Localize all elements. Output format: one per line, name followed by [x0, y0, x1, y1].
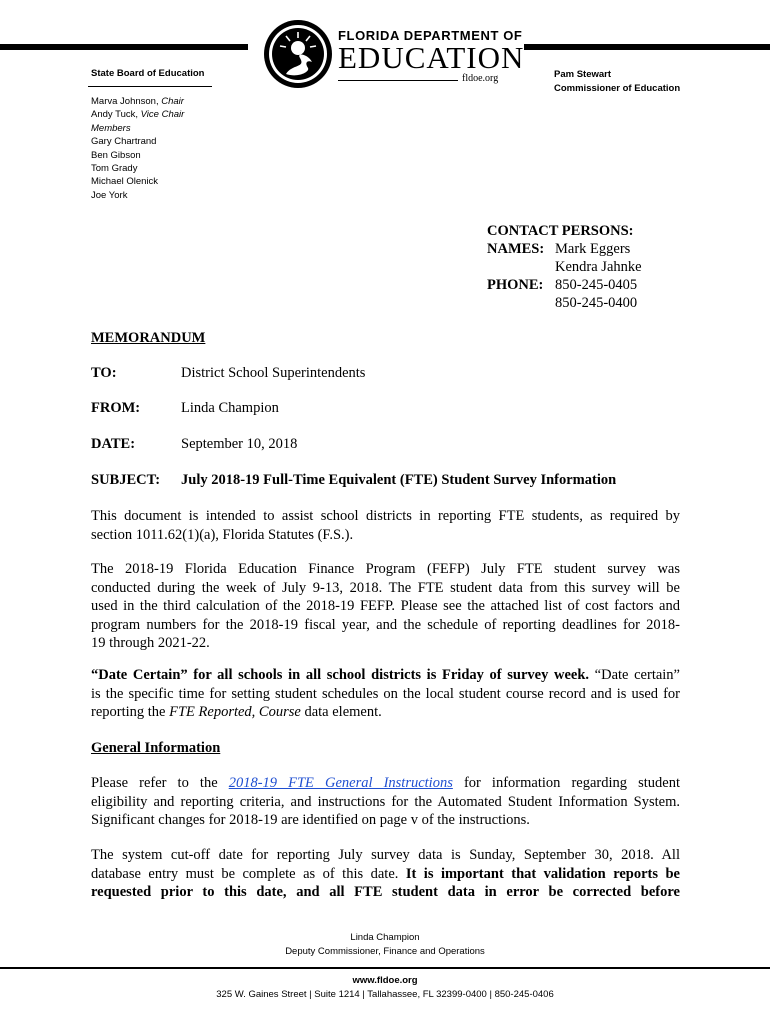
- text-line: eligibility and reporting criteria, and instructions for the Automated Student Information System.: [91, 793, 680, 810]
- text-line: is the specific time for setting student schedules on the local student course record and is used for: [91, 685, 680, 702]
- commissioner-title: Commissioner of Education: [554, 83, 681, 94]
- member-line: Gary Chartrand: [91, 136, 157, 148]
- header-rule-left: [0, 44, 248, 50]
- to-label: TO:: [91, 365, 117, 381]
- text-line: The system cut-off date for reporting July survey data is Sunday, September 30, 2018. All: [91, 847, 680, 863]
- contact-name-1: Mark Eggers: [555, 241, 631, 257]
- member-line: Members: [91, 122, 131, 134]
- text-line: reporting the FTE Reported, Course data element.: [91, 704, 382, 721]
- footer-address: 325 W. Gaines Street | Suite 1214 | Tallahassee, FL 32399-0400 | 850-245-0406: [216, 989, 554, 1000]
- contact-persons-block: [487, 222, 642, 312]
- logo-url: fldoe.org: [462, 73, 499, 84]
- text-line: 19 through 2021-22.: [91, 635, 210, 652]
- paragraph-survey: [91, 560, 680, 653]
- footer-signer-title: Deputy Commissioner, Finance and Operations: [285, 946, 485, 957]
- memo-to-row: [91, 365, 365, 382]
- to-value: District School Superintendents: [181, 365, 366, 381]
- board-title: State Board of Education: [91, 68, 205, 79]
- paragraph-cutoff: [91, 846, 680, 902]
- text-line: The 2018-19 Florida Education Finance Program (FEFP) July FTE student survey was: [91, 561, 680, 577]
- footer-rule: [0, 967, 770, 969]
- board-members-list: [91, 95, 184, 202]
- text-line: This document is intended to assist school districts in reporting FTE students, as required by: [91, 508, 680, 524]
- commissioner-block: [554, 68, 680, 96]
- text-line: conducted during the week of July 9-13, 2018. The FTE student data from this survey will be: [91, 579, 680, 596]
- member-line: Joe York: [91, 189, 128, 201]
- paragraph-general: [91, 774, 680, 830]
- memo-date-row: [91, 436, 297, 453]
- contact-phone-2: 850-245-0400: [555, 295, 638, 311]
- from-label: FROM:: [91, 400, 141, 416]
- names-label: NAMES:: [487, 241, 545, 257]
- fte-general-instructions-link[interactable]: 2018-19 FTE General Instructions: [228, 775, 453, 791]
- member-line: Michael Olenick: [91, 176, 159, 188]
- date-value: September 10, 2018: [181, 436, 298, 452]
- text-line: used in the third calculation of the 2018-19 FEFP. Please see the attached list of cost factors and: [91, 598, 680, 615]
- text-line: section 1011.62(1)(a), Florida Statutes (F.S.).: [91, 526, 354, 543]
- phone-label: PHONE:: [487, 277, 544, 293]
- subject-value: July 2018-19 Full-Time Equivalent (FTE) Student Survey Information: [181, 472, 617, 488]
- logo-underline: [338, 80, 458, 81]
- subject-label: SUBJECT:: [91, 472, 161, 488]
- text-line: Significant changes for 2018-19 are identified on page v of the instructions.: [91, 812, 530, 829]
- header-rule-right: [524, 44, 770, 50]
- member-line: Tom Grady: [91, 163, 138, 175]
- member-line: Ben Gibson: [91, 149, 141, 161]
- memo-from-row: [91, 400, 279, 417]
- footer-signer: Linda Champion: [350, 932, 420, 943]
- paragraph-intro: [91, 507, 680, 544]
- contact-phone-1: 850-245-0405: [555, 277, 638, 293]
- section-heading-general: General Information: [91, 740, 221, 756]
- member-line: Marva Johnson, Chair: [91, 96, 184, 107]
- member-line: Andy Tuck, Vice Chair: [91, 109, 185, 121]
- memo-subject-row: [91, 472, 616, 489]
- sunburst-emblem-icon: [262, 18, 334, 90]
- contact-heading: CONTACT PERSONS:: [487, 223, 634, 239]
- text-line: Please refer to the 2018-19 FTE General Instructions for information regarding student: [91, 775, 680, 791]
- text-line: requested prior to this date, and all FTE student data in error be corrected before: [91, 884, 680, 901]
- fldoe-logo: [262, 18, 525, 90]
- text-line: database entry must be complete as of this date. It is important that validation reports be: [91, 865, 680, 882]
- text-line: “Date Certain” for all schools in all school districts is Friday of survey week. “Date certain”: [91, 667, 680, 683]
- footer-website: www.fldoe.org: [352, 975, 418, 986]
- date-certain-bold: “Date Certain” for all schools in all school districts is Friday of survey week.: [91, 667, 590, 683]
- commissioner-name: Pam Stewart: [554, 69, 612, 80]
- from-value: Linda Champion: [181, 400, 279, 416]
- date-label: DATE:: [91, 436, 136, 452]
- memo-title: MEMORANDUM: [91, 330, 206, 346]
- contact-name-2: Kendra Jahnke: [555, 259, 642, 275]
- org-name-large: EDUCATION: [338, 40, 525, 75]
- org-name-small: FLORIDA DEPARTMENT OF: [338, 28, 523, 43]
- text-line: program numbers for the 2018-19 fiscal year, and the schedule of reporting deadlines for 2018-: [91, 616, 680, 633]
- paragraph-date-certain: [91, 666, 680, 722]
- board-title-rule: [88, 86, 212, 87]
